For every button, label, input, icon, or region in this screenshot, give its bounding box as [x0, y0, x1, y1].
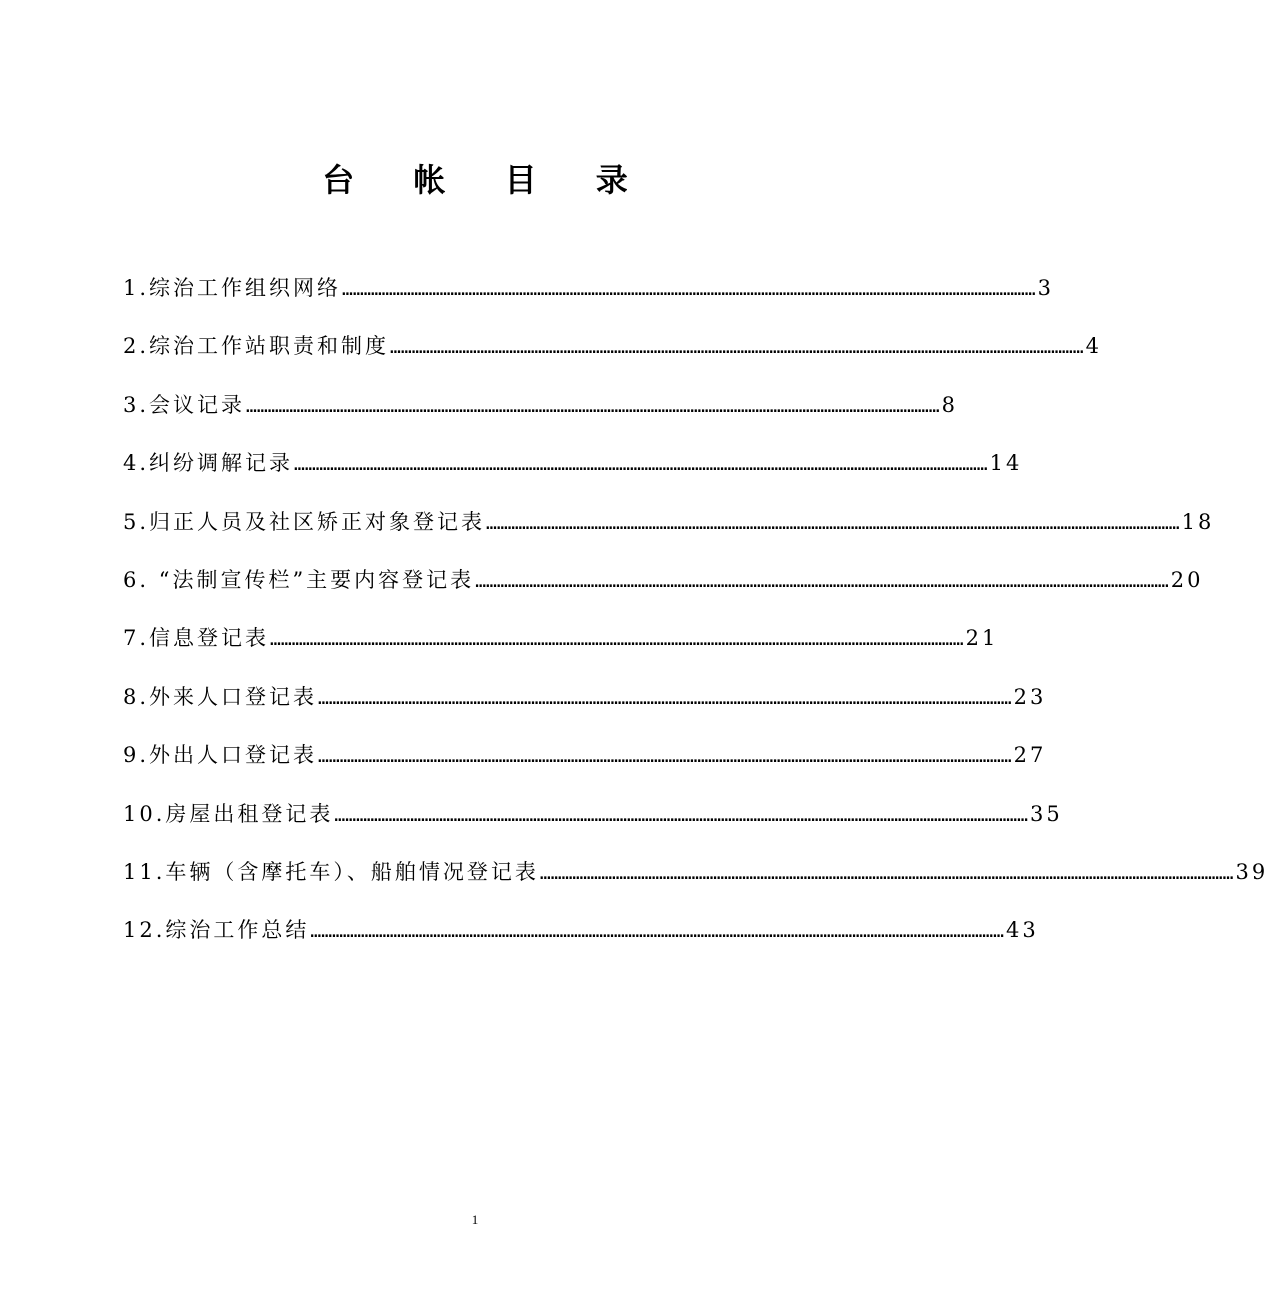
- toc-entry[interactable]: [123, 615, 999, 673]
- toc-entry-page: 39: [1235, 859, 1268, 884]
- toc-entry-page: 4: [1085, 334, 1102, 359]
- toc-entry-label: 8.外来人口登记表: [123, 684, 318, 709]
- toc-dot-leader: [341, 267, 1038, 313]
- toc-entry[interactable]: [123, 732, 1047, 790]
- toc-dot-leader: [309, 909, 1006, 955]
- toc-entry-label: 6. “法制宣传栏”主要内容登记表: [123, 567, 475, 592]
- toc-dot-leader: [269, 617, 966, 663]
- toc-dot-leader: [485, 501, 1182, 547]
- toc-entry-label: 5.归正人员及社区矫正对象登记表: [123, 509, 486, 534]
- toc-entry-page: 3: [1037, 276, 1054, 300]
- toc-entry[interactable]: [123, 499, 1215, 557]
- toc-entry-page: 8: [941, 392, 958, 417]
- toc-entry[interactable]: [123, 791, 1063, 849]
- toc-dot-leader: [317, 676, 1014, 722]
- toc-dot-leader: [539, 851, 1236, 897]
- table-of-contents: [123, 265, 1268, 966]
- toc-entry-label: 10.房屋出租登记表: [123, 801, 334, 826]
- toc-entry[interactable]: [123, 907, 1039, 965]
- toc-entry[interactable]: [123, 265, 1054, 323]
- toc-entry-page: 27: [1013, 743, 1047, 768]
- toc-dot-leader: [245, 384, 942, 430]
- page-number: 1: [471, 1212, 479, 1227]
- toc-entry-label: 1.综治工作组织网络: [123, 276, 342, 300]
- toc-entry[interactable]: [123, 323, 1102, 381]
- toc-entry-label: 7.信息登记表: [123, 626, 270, 651]
- toc-dot-leader: [474, 559, 1171, 605]
- toc-entry[interactable]: [123, 674, 1047, 732]
- toc-entry-label: 3.会议记录: [123, 392, 246, 417]
- toc-dot-leader: [317, 734, 1014, 780]
- toc-entry-page: 20: [1170, 567, 1204, 592]
- toc-entry-label: 9.外出人口登记表: [123, 743, 318, 768]
- toc-entry-page: 14: [989, 451, 1023, 476]
- toc-dot-leader: [293, 442, 990, 488]
- toc-entry-label: 2.综治工作站职责和制度: [123, 334, 390, 359]
- toc-entry-label: 4.纠纷调解记录: [123, 451, 294, 476]
- toc-entry[interactable]: [123, 849, 1268, 907]
- toc-entry-label: 11.车辆（含摩托车）、船舶情况登记表: [123, 859, 539, 884]
- toc-entry-page: 21: [965, 626, 999, 651]
- toc-entry-page: 23: [1013, 684, 1047, 709]
- toc-entry[interactable]: [123, 440, 1023, 498]
- toc-entry-page: 35: [1029, 801, 1063, 826]
- toc-entry-page: 43: [1005, 918, 1039, 943]
- document-title: 台 帐 目 录: [322, 161, 652, 199]
- toc-entry-label: 12.综治工作总结: [123, 918, 310, 943]
- toc-entry[interactable]: [123, 557, 1204, 615]
- toc-dot-leader: [333, 793, 1030, 839]
- toc-dot-leader: [389, 325, 1086, 371]
- toc-entry[interactable]: [123, 382, 958, 440]
- toc-entry-page: 18: [1181, 509, 1215, 534]
